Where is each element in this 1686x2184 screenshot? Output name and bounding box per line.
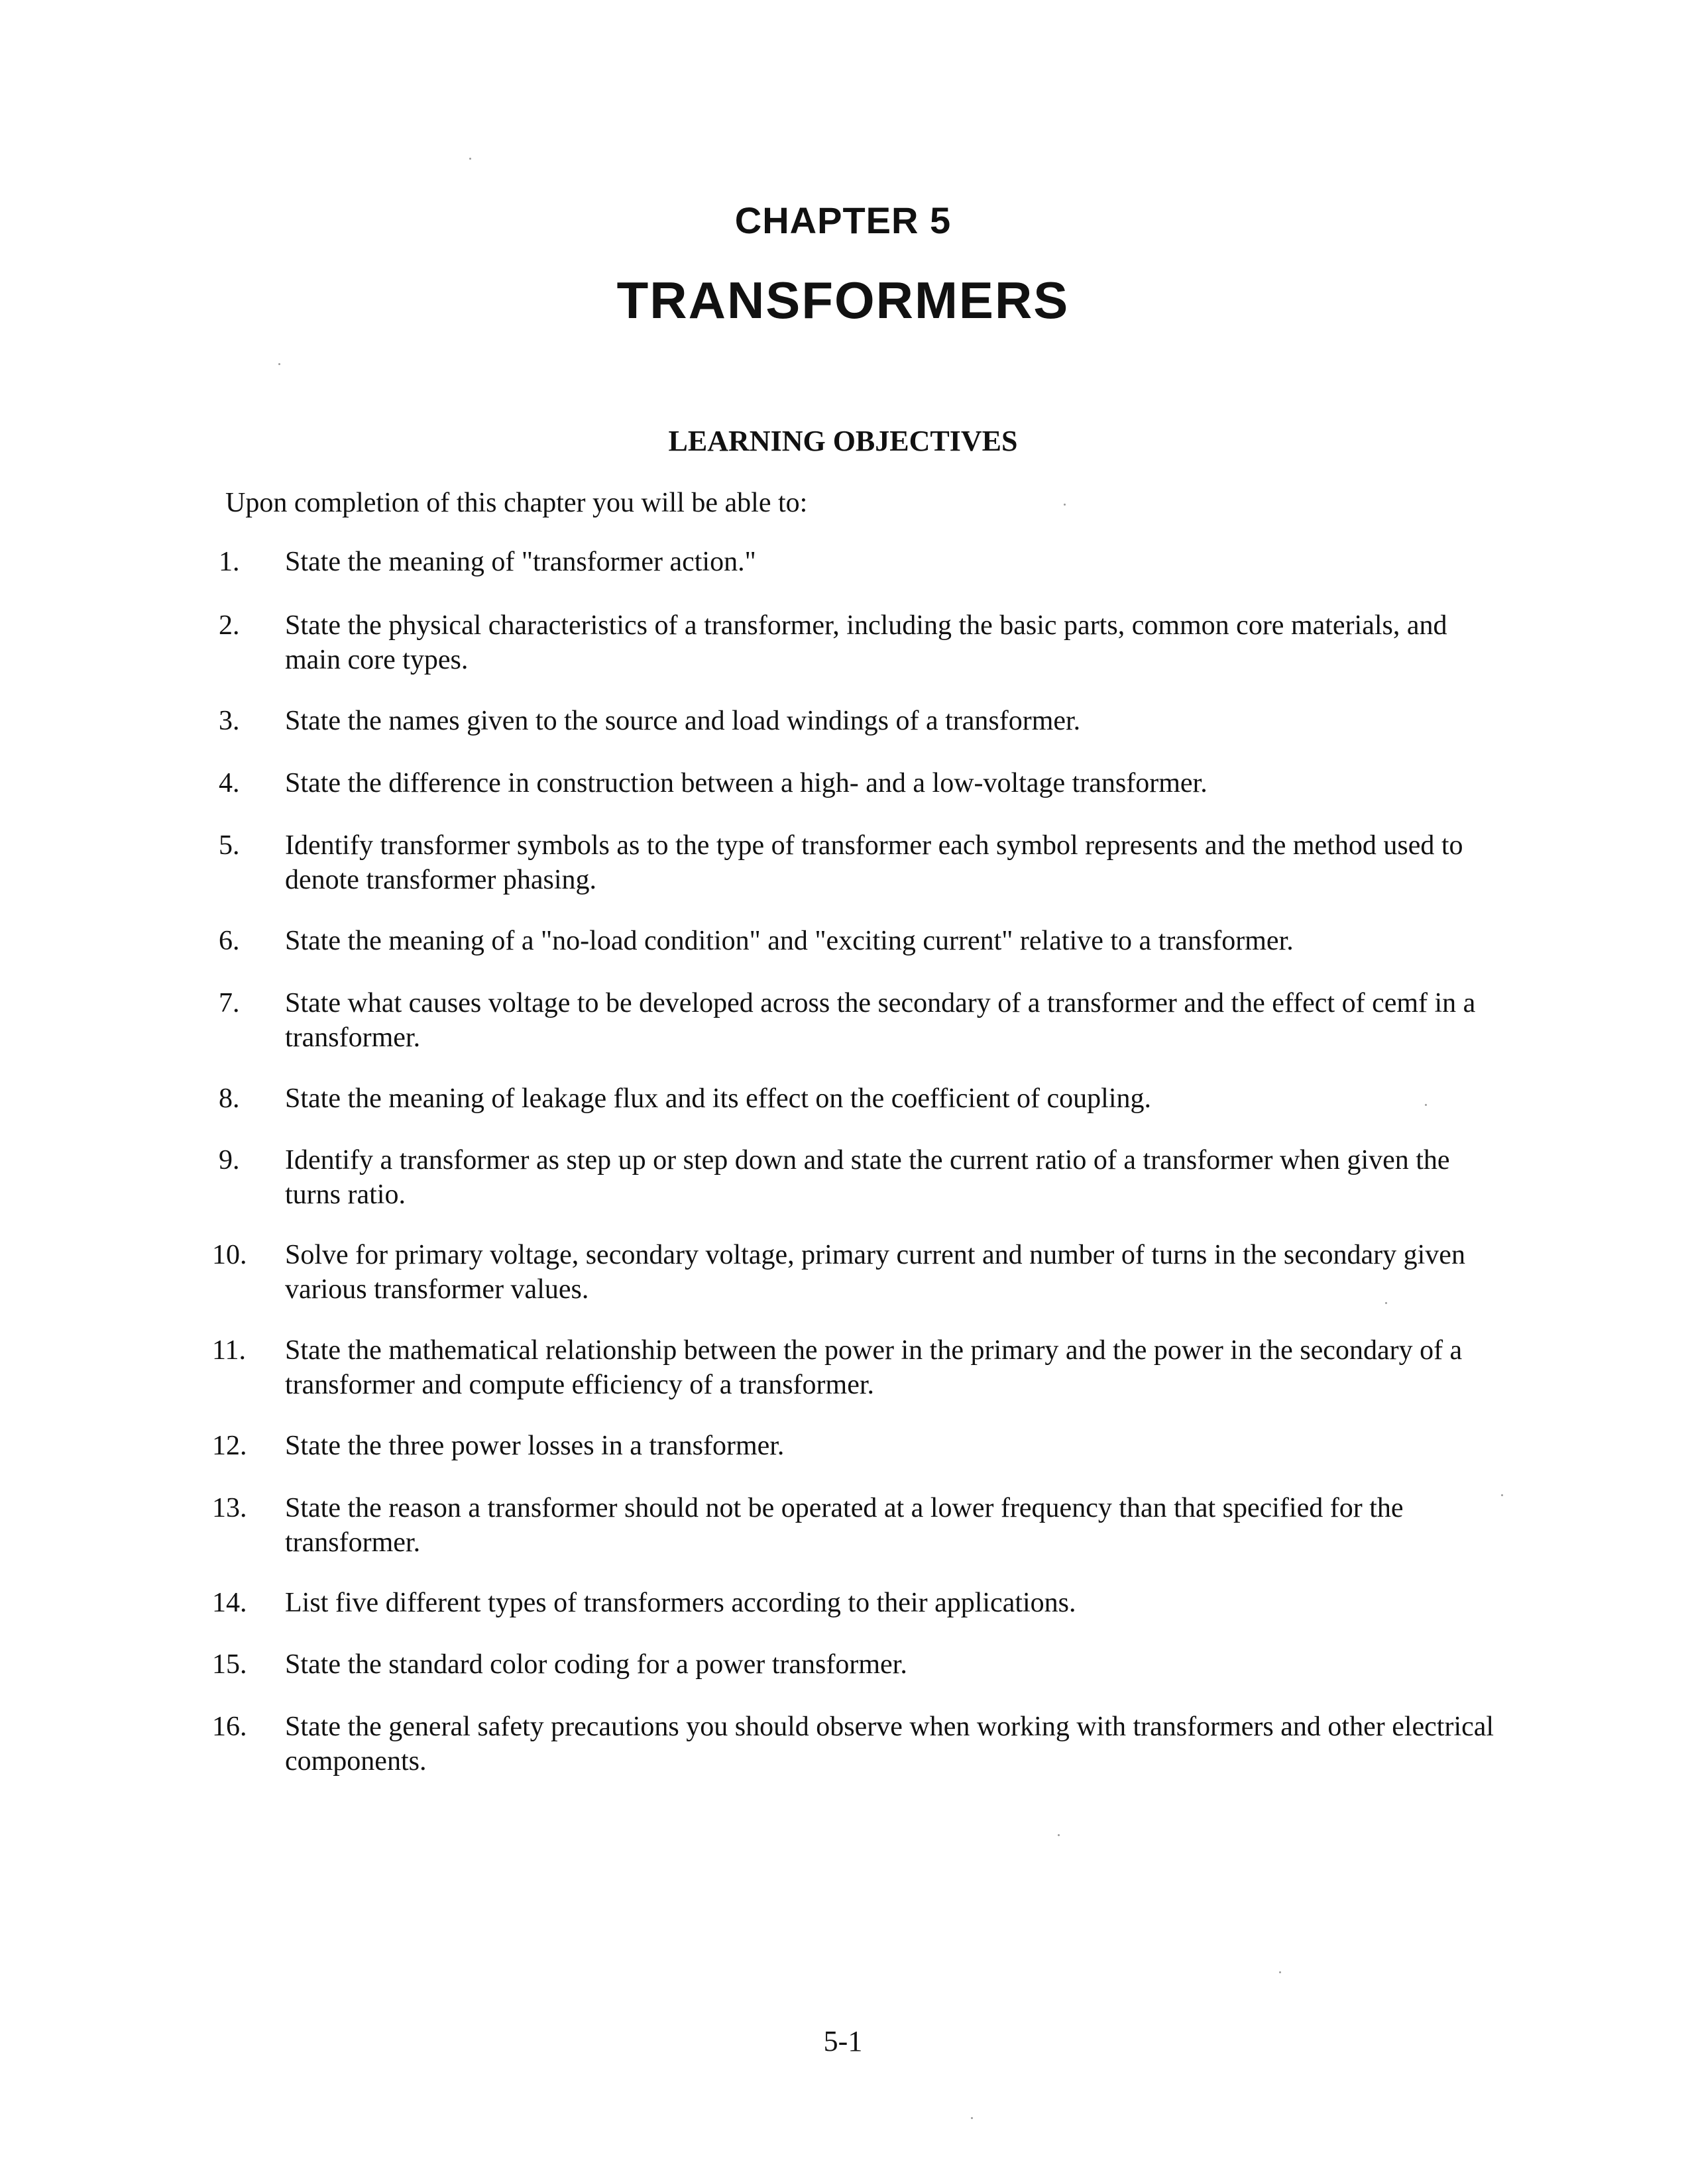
item-number: 2. [219, 610, 240, 641]
item-text: Solve for primary voltage, secondary voltage, primary current and number of turns in the secondary given various transformer values. [285, 1240, 1465, 1305]
item-number: 7. [219, 988, 240, 1018]
item-number: 6. [219, 926, 240, 956]
item-text: Identify transformer symbols as to the type of transformer each symbol represents and the method used to denote transformer phasing. [285, 830, 1463, 895]
item-text: State the meaning of "transformer action." [285, 547, 756, 577]
scan-speck [1385, 1302, 1387, 1304]
scan-speck [1058, 1834, 1060, 1836]
scan-speck [469, 158, 471, 160]
item-number: 9. [219, 1145, 240, 1175]
item-text: State the general safety precautions you should observe when working with transformers and other electrical components. [285, 1712, 1494, 1776]
scan-speck [971, 2117, 973, 2119]
item-text: State the names given to the source and load windings of a transformer. [285, 706, 1081, 736]
scan-speck [278, 363, 280, 365]
item-number: 15. [212, 1649, 247, 1680]
item-text: State the three power losses in a transformer. [285, 1431, 785, 1461]
item-number: 10. [212, 1240, 247, 1270]
item-number: 14. [212, 1588, 247, 1618]
item-text: State the mathematical relationship between the power in the primary and the power in the secondary of a transformer and compute efficiency of a transformer. [285, 1335, 1463, 1400]
chapter-label: CHAPTER 5 [734, 199, 952, 241]
scan-speck [1425, 1104, 1427, 1106]
item-number: 4. [219, 768, 240, 798]
item-text: State the meaning of a "no-load condition" and "exciting current" relative to a transformer. [285, 926, 1294, 956]
item-text: State the meaning of leakage flux and its effect on the coefficient of coupling. [285, 1083, 1151, 1114]
item-number: 11. [212, 1335, 246, 1366]
scan-speck [1064, 504, 1066, 506]
item-text: State the difference in construction between a high- and a low-voltage transformer. [285, 768, 1208, 798]
item-text: State the reason a transformer should not be operated at a lower frequency than that specified for the transformer. [285, 1493, 1404, 1558]
item-number: 13. [212, 1493, 247, 1523]
scan-speck [1279, 1971, 1281, 1973]
item-number: 5. [219, 830, 240, 861]
item-number: 16. [212, 1712, 247, 1742]
item-text: Identify a transformer as step up or step down and state the current ratio of a transformer when given the turns ratio. [285, 1145, 1450, 1210]
item-text: State what causes voltage to be developed across the secondary of a transformer and the effect of cemf in a transformer. [285, 988, 1476, 1053]
item-number: 8. [219, 1083, 240, 1114]
item-number: 12. [212, 1431, 247, 1461]
page-number: 5-1 [823, 2025, 863, 2057]
item-text: List five different types of transformers according to their applications. [285, 1588, 1076, 1618]
item-text: State the standard color coding for a power transformer. [285, 1649, 907, 1680]
item-number: 3. [219, 706, 240, 736]
intro-text: Upon completion of this chapter you will be able to: [225, 488, 808, 518]
scan-speck [1501, 1494, 1503, 1496]
chapter-title: TRANSFORMERS [616, 271, 1070, 329]
section-heading: LEARNING OBJECTIVES [668, 425, 1018, 457]
item-text: State the physical characteristics of a transformer, including the basic parts, common core materials, and main core types. [285, 610, 1447, 675]
item-number: 1. [219, 547, 240, 577]
